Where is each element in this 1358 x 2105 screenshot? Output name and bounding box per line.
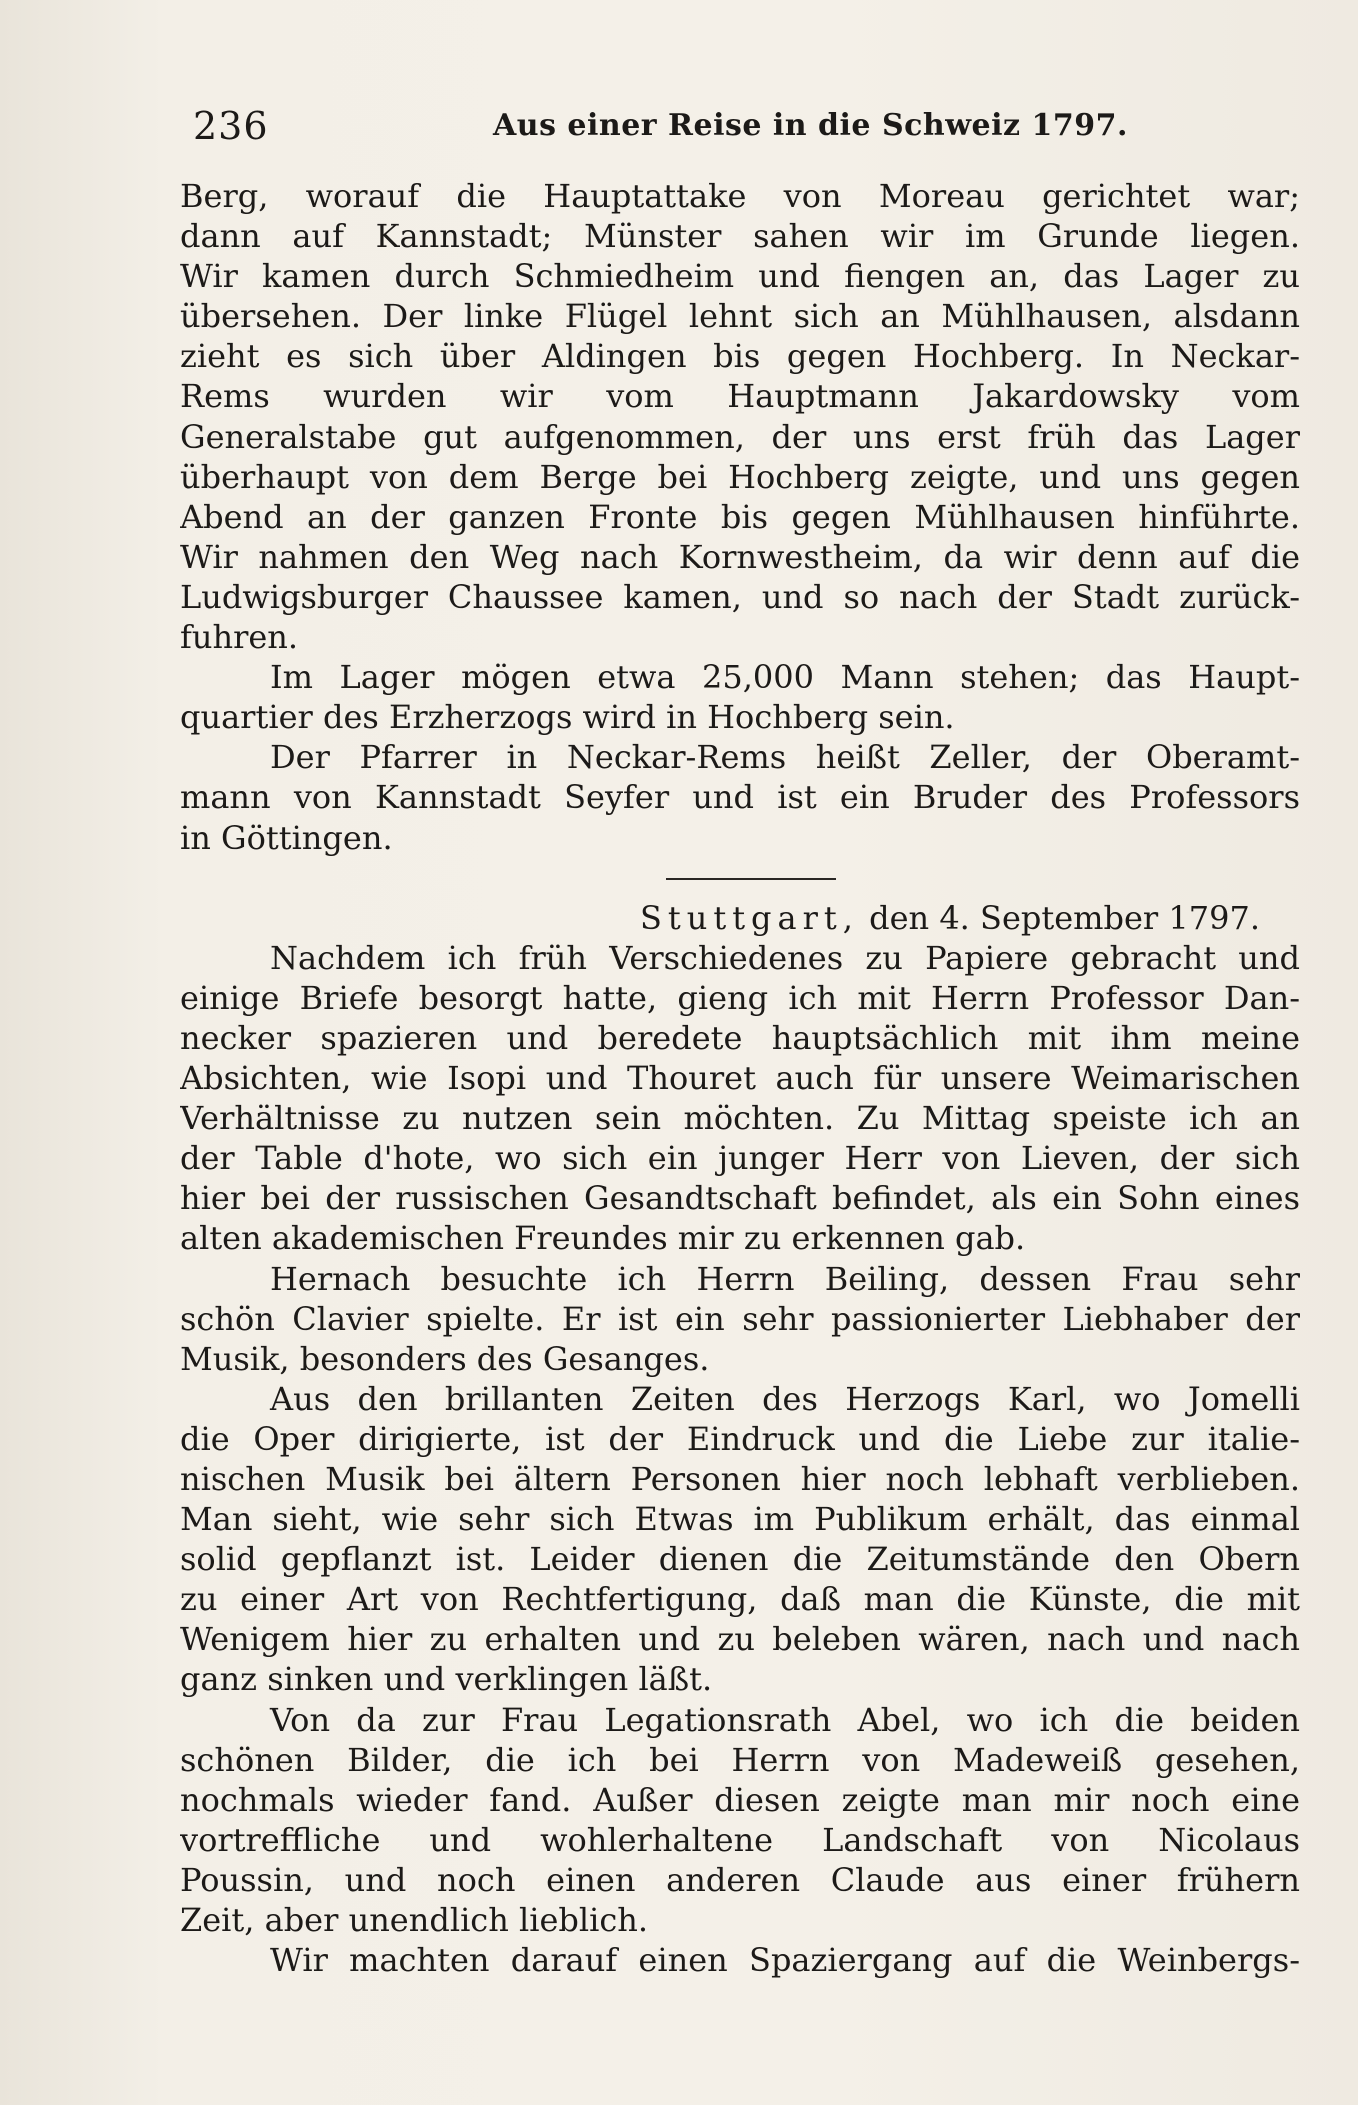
dateline [180,898,1300,938]
text-line: in Göttingen. [180,818,393,857]
text-line: Zeit, aber unendlich lieblich. [180,1901,649,1940]
page-number: 236 [193,104,269,148]
text-line: quartier des Erzherzogs wird in Hochberg sein. [180,698,955,737]
text-line: Abend an der ganzen Fronte bis gegen Mühlhausen hinführte. [180,497,1300,536]
text-line: Verhältnisse zu nutzen sein möchten. Zu Mittag speiste ich an [180,1099,1300,1138]
text-line: die Oper dirigierte, ist der Eindruck und die Liebe zur italie- [180,1419,1300,1458]
section-divider-row [180,858,1300,898]
text-line: Berg, worauf die Hauptattake von Moreau gerichtet war; [180,177,1300,215]
text-line: schön Clavier spielte. Er ist ein sehr passionierter Liebhaber der [180,1299,1300,1338]
text-line: Absichten, wie Isopi und Thouret auch für unsere Weimarischen [180,1059,1300,1098]
body-text [180,176,1300,1980]
text-line: alten akademischen Freundes mir zu erkennen gab. [180,1219,1026,1258]
text-line: Im Lager mögen etwa 25,000 Mann stehen; das Haupt- [270,658,1300,697]
text-line: Aus den brillanten Zeiten des Herzogs Karl, wo Jomelli [270,1379,1300,1418]
text-line: Rems wurden wir vom Hauptmann Jakardowsky vom [180,377,1300,416]
text-line: Wenigem hier zu erhalten und zu beleben wären, nach und nach [180,1620,1300,1659]
text-line: Der Pfarrer in Neckar-Rems heißt Zeller, der Oberamt- [270,738,1300,777]
text-line: Hernach besuchte ich Herrn Beiling, dessen Frau sehr [270,1259,1300,1298]
text-line: einige Briefe besorgt hatte, gieng ich mit Herrn Professor Dan- [180,978,1300,1017]
text-line: Wir kamen durch Schmiedheim und fiengen an, das Lager zu [180,257,1300,296]
text-line: Ludwigsburger Chaussee kamen, und so nach der Stadt zurück- [180,577,1300,616]
text-line: zu einer Art von Rechtfertigung, daß man die Künste, die mit [180,1580,1300,1619]
text-line: Nachdem ich früh Verschiedenes zu Papiere gebracht und [270,938,1300,977]
dateline-place: Stuttgart, [639,898,859,937]
text-line: dann auf Kannstadt; Münster sahen wir im Grunde liegen. [180,217,1300,256]
running-title: Aus einer Reise in die Schweiz 1797. [493,108,1128,143]
text-line: übersehen. Der linke Flügel lehnt sich an Mühlhausen, alsdann [180,297,1300,336]
text-line: überhaupt von dem Berge bei Hochberg zeigte, und uns gegen [180,457,1300,496]
dateline-date: den 4. September 1797. [869,898,1260,937]
text-line: zieht es sich über Aldingen bis gegen Hochberg. In Neckar- [180,337,1300,376]
text-line: ganz sinken und verklingen läßt. [180,1660,713,1699]
text-line: der Table d'hote, wo sich ein junger Herr von Lieven, der sich [180,1139,1300,1178]
text-line: Musik, besonders des Gesanges. [180,1339,710,1378]
section-divider [666,878,836,880]
text-line: nochmals wieder fand. Außer diesen zeigte man mir noch eine [180,1780,1300,1819]
text-line: mann von Kannstadt Seyfer und ist ein Bruder des Professors [180,778,1300,817]
text-line: solid gepflanzt ist. Leider dienen die Zeitumstände den Obern [180,1540,1300,1579]
text-line: schönen Bilder, die ich bei Herrn von Madeweiß gesehen, [180,1740,1300,1779]
page-header [193,96,1303,156]
text-line: Wir nahmen den Weg nach Kornwestheim, da wir denn auf die [180,537,1300,576]
text-line: Generalstabe gut aufgenommen, der uns erst früh das Lager [180,417,1300,456]
text-line: Von da zur Frau Legationsrath Abel, wo ich die beiden [270,1700,1300,1739]
text-line: Poussin, und noch einen anderen Claude aus einer frühern [180,1860,1300,1899]
text-line: fuhren. [180,618,299,657]
text-line: Wir machten darauf einen Spaziergang auf die Weinbergs- [270,1941,1300,1980]
text-line: vortreffliche und wohlerhaltene Landschaft von Nicolaus [180,1820,1300,1859]
text-line: nischen Musik bei ältern Personen hier noch lebhaft verblieben. [180,1460,1300,1498]
text-line: necker spazieren und beredete hauptsächlich mit ihm meine [180,1018,1300,1057]
text-line: hier bei der russischen Gesandtschaft befindet, als ein Sohn eines [180,1179,1300,1218]
text-line: Man sieht, wie sehr sich Etwas im Publikum erhält, das einmal [180,1500,1300,1539]
